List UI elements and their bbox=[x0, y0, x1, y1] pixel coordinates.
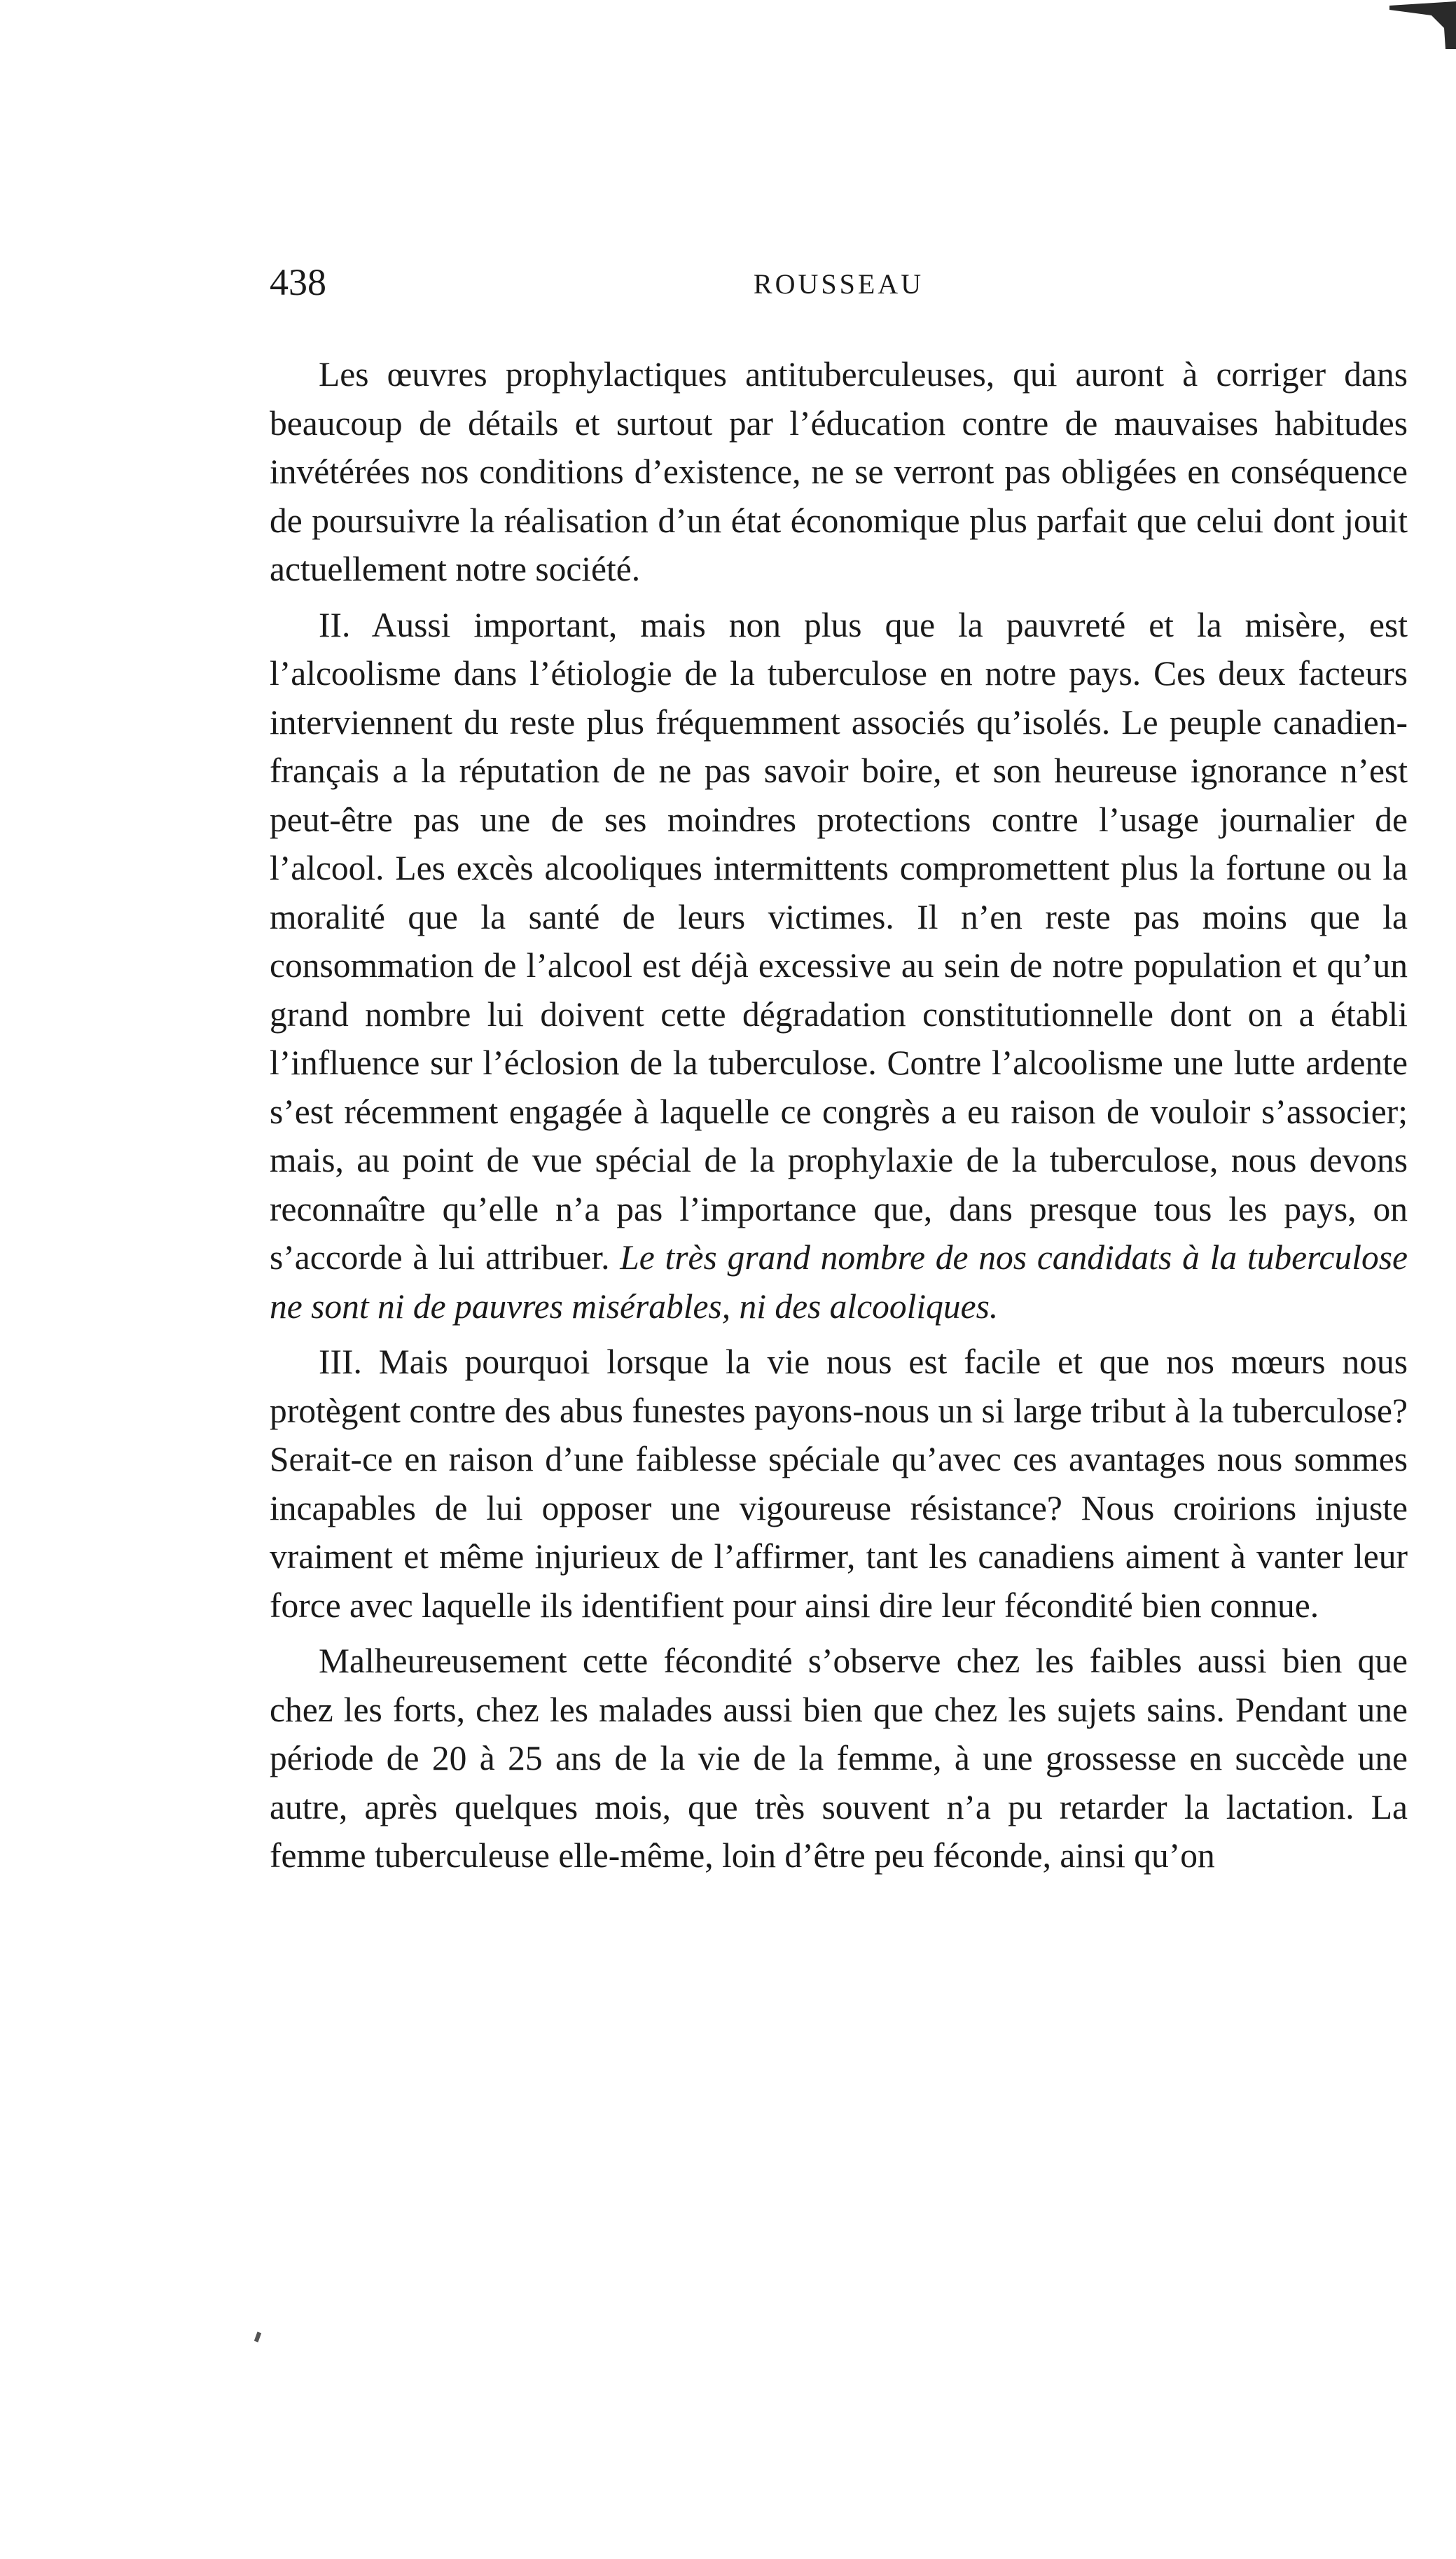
paragraph-2-text: II. Aussi important, mais non plus que la pauvreté et la misère, est l’alcoolisme dans l’étiologie de la tuberculose en notre pays. Ces deux facteurs interviennent du reste plus fréquemment associés qu’isolés. Le peuple canadien-français a la réputation de ne pas savoir boire, et son heureuse ignorance n’est peut-être pas une de ses moindres protections contre l’usage journalier de l’alcool. Les excès alcooliques intermittents compromettent plus la fortune ou la moralité que la santé de leurs victimes. Il n’en reste pas moins que la consommation de l’alcool est déjà excessive au sein de notre population et qu’un grand nombre lui doivent cette dégradation constitutionnelle dont on a établi l’influence sur l’éclosion de la tuberculose. Contre l’alcoolisme une lutte ardente s’est récemment engagée à laquelle ce congrès a eu raison de vouloir s’associer; mais, au point de vue spécial de la prophylaxie de la tuberculose, nous devons reconnaître qu’elle n’a pas l’importance que, dans presque tous les pays, on s’accorde à lui attribuer. bbox=[270, 605, 1408, 1277]
body-text bbox=[270, 350, 1408, 1880]
paragraph-3 bbox=[270, 1338, 1408, 1630]
paragraph-2-italic-text: Le très grand nombre de nos candidats à la tuberculose ne sont ni de pauvres misérables, ni des alcooliques. bbox=[270, 1238, 1408, 1326]
running-head bbox=[270, 258, 1408, 307]
scan-corner-mark bbox=[1389, 0, 1456, 49]
running-title: ROUSSEAU bbox=[753, 268, 924, 300]
scan-speck bbox=[254, 2331, 261, 2342]
paragraph-1-text: Les œuvres prophylactiques antituberculeuses, qui auront à corriger dans beaucoup de détails et surtout par l’éducation contre de mauvaises habitudes invétérées nos conditions d’existence, ne se verront pas obligées en conséquence de poursuivre la réalisation d’un état économique plus parfait que celui dont jouit actuellement notre société. bbox=[270, 355, 1408, 588]
paragraph-4 bbox=[270, 1637, 1408, 1880]
paragraph-2 bbox=[270, 601, 1408, 1331]
paragraph-1 bbox=[270, 350, 1408, 594]
page-number: 438 bbox=[270, 261, 326, 303]
paragraph-4-text: Malheureusement cette fécondité s’observe chez les faibles aussi bien que chez les forts, chez les malades aussi bien que chez les sujets sains. Pendant une période de 20 à 25 ans de la vie de la femme, à une grossesse en succède une autre, après quelques mois, que très souvent n’a pu retarder la lactation. La femme tuberculeuse elle-même, loin d’être peu féconde, ainsi qu’on bbox=[270, 1642, 1408, 1875]
paragraph-3-text: III. Mais pourquoi lorsque la vie nous est facile et que nos mœurs nous protègent contre des abus funestes payons-nous un si large tribut à la tuberculose? Serait-ce en raison d’une faiblesse spéciale qu’avec ces avantages nous sommes incapables de lui opposer une vigoureuse résistance? Nous croirions injuste vraiment et même injurieux de l’affirmer, tant les canadiens aiment à vanter leur force avec laquelle ils identifient pour ainsi dire leur fécondité bien connue. bbox=[270, 1343, 1408, 1625]
